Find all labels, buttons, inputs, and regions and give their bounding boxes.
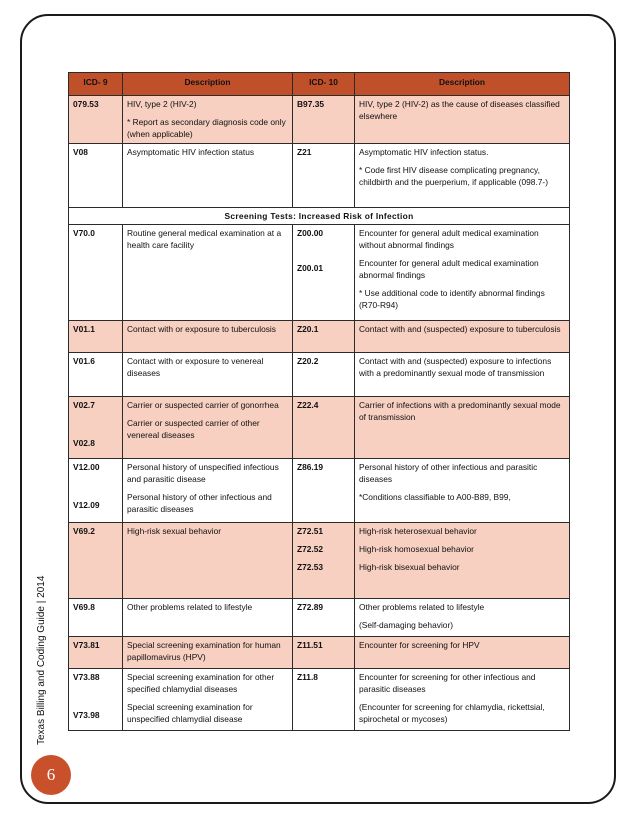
icd9-description: High-risk sexual behavior <box>127 526 222 536</box>
icd10-description-cell <box>355 459 570 523</box>
icd9-description: Routine general medical examination at a health care facility <box>127 228 282 250</box>
header-icd9: ICD- 9 <box>69 73 123 96</box>
icd10-description: Carrier of infections with a predominantly sexual mode of transmission <box>359 400 561 422</box>
icd10-code: Z72.51 <box>297 526 324 536</box>
icd10-description-cell <box>355 599 570 637</box>
icd10-description: Other problems related to lifestyle <box>359 602 485 612</box>
icd9-description: Asymptomatic HIV infection status <box>127 147 255 157</box>
icd9-code: V02.8 <box>73 438 95 448</box>
icd9-code: V01.6 <box>73 356 95 366</box>
icd10-code: Z20.2 <box>297 356 319 366</box>
icd9-description-cell <box>123 225 293 321</box>
icd9-description-cell <box>123 523 293 599</box>
icd9-description-cell <box>123 637 293 669</box>
icd10-description-cell <box>355 96 570 144</box>
icd10-description: Encounter for screening for HPV <box>359 640 480 650</box>
header-icd10: ICD- 10 <box>293 73 355 96</box>
icd10-code-cell <box>293 669 355 731</box>
icd10-code-cell <box>293 144 355 208</box>
icd9-description-cell <box>123 321 293 353</box>
icd9-description-cell <box>123 459 293 523</box>
table-row <box>69 459 570 523</box>
icd9-code: V70.0 <box>73 228 95 238</box>
table-row <box>69 669 570 731</box>
icd10-description-cell <box>355 523 570 599</box>
icd10-code-cell <box>293 599 355 637</box>
icd9-code: V69.8 <box>73 602 95 612</box>
table-row <box>69 96 570 144</box>
icd9-code-cell <box>69 669 123 731</box>
page-number-badge: 6 <box>31 755 71 795</box>
icd9-description: Special screening examination for other specified chlamydial diseases <box>127 672 275 694</box>
table-row <box>69 397 570 459</box>
icd9-code-cell <box>69 225 123 321</box>
icd9-description: HIV, type 2 (HIV-2) <box>127 99 197 109</box>
icd9-description-cell <box>123 397 293 459</box>
icd10-description-cell <box>355 225 570 321</box>
icd9-code-cell <box>69 599 123 637</box>
icd10-code: Z72.53 <box>297 562 324 572</box>
icd10-description: (Self-damaging behavior) <box>359 620 454 630</box>
icd10-description-cell <box>355 669 570 731</box>
icd10-description: High-risk heterosexual behavior <box>359 526 477 536</box>
icd9-code: V01.1 <box>73 324 95 334</box>
icd10-description: Encounter for screening for other infectious and parasitic diseases <box>359 672 536 694</box>
icd10-code: Z11.8 <box>297 672 318 682</box>
icd10-description: Encounter for general adult medical examination abnormal findings <box>359 258 539 280</box>
icd10-code-cell <box>293 353 355 397</box>
icd10-description-cell <box>355 397 570 459</box>
icd10-code-cell <box>293 321 355 353</box>
icd10-code-cell <box>293 225 355 321</box>
icd10-description: Personal history of other infectious and parasitic diseases <box>359 462 538 484</box>
table-row <box>69 321 570 353</box>
icd10-code: B97.35 <box>297 99 325 109</box>
icd9-code: V12.00 <box>73 462 100 472</box>
icd9-code: V02.7 <box>73 400 95 410</box>
table-row <box>69 599 570 637</box>
icd9-code-cell <box>69 96 123 144</box>
icd9-code-cell <box>69 397 123 459</box>
icd10-code-cell <box>293 459 355 523</box>
icd9-code-cell <box>69 459 123 523</box>
icd10-note: *Conditions classifiable to A00-B89, B99, <box>359 492 511 502</box>
icd10-code: Z86.19 <box>297 462 324 472</box>
icd9-description: Personal history of unspecified infectious and parasitic disease <box>127 462 279 484</box>
table-row <box>69 353 570 397</box>
icd9-description: Other problems related to lifestyle <box>127 602 253 612</box>
icd9-code: 079.53 <box>73 99 99 109</box>
icd10-description: HIV, type 2 (HIV-2) as the cause of diseases classified elsewhere <box>359 99 560 121</box>
icd10-description: Contact with and (suspected) exposure to infections with a predominantly sexual mode of transmission <box>359 356 552 378</box>
icd9-description-cell <box>123 669 293 731</box>
icd10-code-cell <box>293 523 355 599</box>
icd9-description-cell <box>123 96 293 144</box>
section-title-row <box>69 208 570 225</box>
icd10-description-cell <box>355 144 570 208</box>
icd10-description: Encounter for general adult medical examination without abnormal findings <box>359 228 539 250</box>
header-description-icd10: Description <box>355 73 570 96</box>
table-row <box>69 225 570 321</box>
icd10-code: Z00.01 <box>297 263 324 273</box>
icd10-note: (Encounter for screening for chlamydia, rickettsial, spirochetal or mycoses) <box>359 702 545 724</box>
icd9-description-cell <box>123 144 293 208</box>
icd9-description: Contact with or exposure to venereal diseases <box>127 356 264 378</box>
icd10-code-cell <box>293 397 355 459</box>
icd10-code: Z72.89 <box>297 602 324 612</box>
icd10-description-cell <box>355 637 570 669</box>
icd10-description: High-risk homosexual behavior <box>359 544 474 554</box>
header-description-icd9: Description <box>123 73 293 96</box>
icd9-code-cell <box>69 353 123 397</box>
icd10-code-cell <box>293 637 355 669</box>
icd9-description-cell <box>123 599 293 637</box>
icd9-description: Special screening examination for unspecified chlamydial disease <box>127 702 253 724</box>
icd10-description: Contact with and (suspected) exposure to tuberculosis <box>359 324 561 334</box>
icd9-description: Special screening examination for human papillomavirus (HPV) <box>127 640 281 662</box>
icd10-code-cell <box>293 96 355 144</box>
icd9-code: V12.09 <box>73 500 100 510</box>
icd10-description-cell <box>355 353 570 397</box>
icd9-code-cell <box>69 321 123 353</box>
icd10-code: Z20.1 <box>297 324 319 334</box>
icd9-code: V69.2 <box>73 526 95 536</box>
icd10-description: Asymptomatic HIV infection status. <box>359 147 489 157</box>
guide-title-vertical: Texas Billing and Coding Guide | 2014 <box>36 575 47 745</box>
section-title: Screening Tests: Increased Risk of Infection <box>69 208 570 225</box>
icd9-description: Carrier or suspected carrier of gonorrhea <box>127 400 279 410</box>
icd10-note: * Code first HIV disease complicating pregnancy, childbirth and the puerperium, if applicable (098.7-) <box>359 165 549 187</box>
icd-code-table <box>68 72 570 731</box>
icd9-code: V73.98 <box>73 710 100 720</box>
icd9-code: V73.88 <box>73 672 100 682</box>
icd9-code-cell <box>69 637 123 669</box>
table-header-row <box>69 73 570 96</box>
icd9-description: Carrier or suspected carrier of other venereal diseases <box>127 418 260 440</box>
icd9-code-cell <box>69 523 123 599</box>
icd9-description-cell <box>123 353 293 397</box>
icd9-code-cell <box>69 144 123 208</box>
icd10-code: Z00.00 <box>297 228 324 238</box>
icd10-code: Z21 <box>297 147 312 157</box>
icd9-code: V73.81 <box>73 640 100 650</box>
icd10-code: Z72.52 <box>297 544 324 554</box>
icd10-code: Z22.4 <box>297 400 319 410</box>
table-row <box>69 637 570 669</box>
table-row <box>69 523 570 599</box>
icd9-note: * Report as secondary diagnosis code only (when applicable) <box>127 117 286 139</box>
icd9-description: Contact with or exposure to tuberculosis <box>127 324 276 334</box>
icd9-description: Personal history of other infectious and parasitic diseases <box>127 492 272 514</box>
icd10-note: * Use additional code to identify abnormal findings (R70-R94) <box>359 288 545 310</box>
table-row <box>69 144 570 208</box>
icd9-code: V08 <box>73 147 88 157</box>
icd10-code: Z11.51 <box>297 640 323 650</box>
icd10-description: High-risk bisexual behavior <box>359 562 460 572</box>
icd10-description-cell <box>355 321 570 353</box>
